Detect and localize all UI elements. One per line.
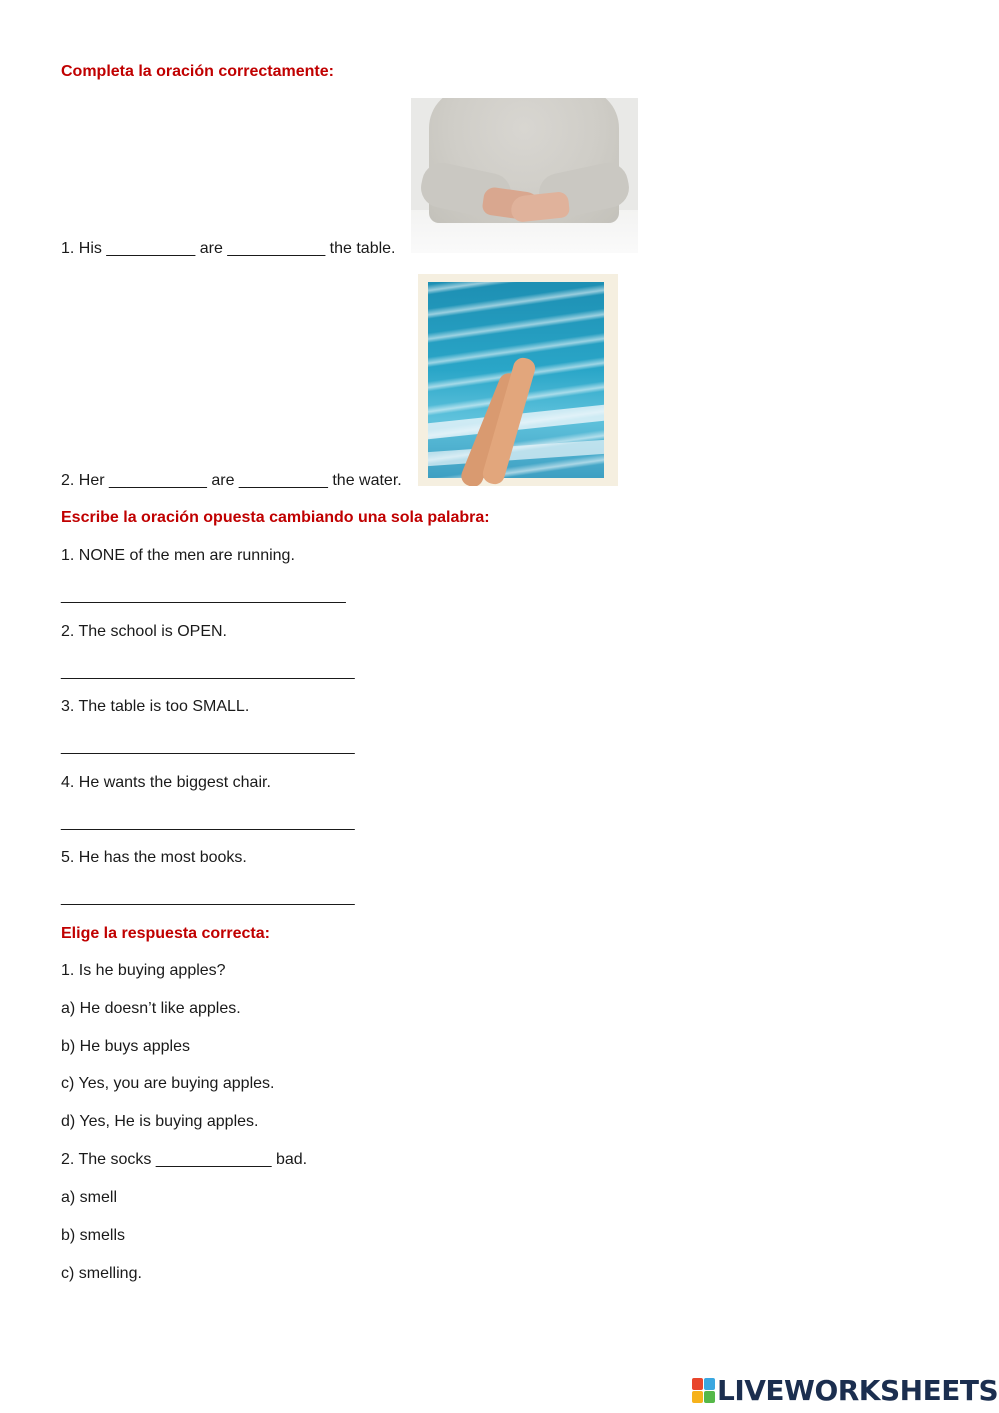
choice-option[interactable]: a) He doesn’t like apples. <box>61 1000 241 1017</box>
opposite-prompt-5: 5. He has the most books. <box>61 849 247 866</box>
feet-in-water-image <box>418 274 618 486</box>
logo-square-4 <box>704 1391 715 1403</box>
choice-option[interactable]: c) Yes, you are buying apples. <box>61 1075 275 1092</box>
section-heading-opposite: Escribe la oración opuesta cambiando una sola palabra: <box>61 509 490 526</box>
choice-question-2: 2. The socks _____________ bad. <box>61 1151 308 1168</box>
fill-sentence-1: 1. His __________ are ___________ the table. <box>61 240 396 257</box>
choice-option[interactable]: c) smelling. <box>61 1265 142 1282</box>
hands-on-table-image <box>411 98 638 253</box>
opposite-prompt-1: 1. NONE of the men are running. <box>61 547 295 564</box>
choice-option[interactable]: b) smells <box>61 1227 126 1244</box>
answer-line-3[interactable]: _________________________________ <box>61 738 355 755</box>
opposite-prompt-4: 4. He wants the biggest chair. <box>61 774 271 791</box>
logo-text: LIVEWORKSHEETS <box>717 1373 999 1407</box>
answer-line-2[interactable]: _________________________________ <box>61 663 355 680</box>
logo-square-1 <box>692 1378 703 1390</box>
fill-sentence-2: 2. Her ___________ are __________ the water. <box>61 472 402 489</box>
answer-line-5[interactable]: _________________________________ <box>61 889 355 906</box>
choice-option[interactable]: b) He buys apples <box>61 1038 190 1055</box>
opposite-prompt-3: 3. The table is too SMALL. <box>61 698 250 715</box>
logo-square-2 <box>704 1378 715 1390</box>
answer-line-4[interactable]: _________________________________ <box>61 814 355 831</box>
section-heading-complete: Completa la oración correctamente: <box>61 63 334 80</box>
choice-question-1: 1. Is he buying apples? <box>61 962 226 979</box>
section-heading-choose: Elige la respuesta correcta: <box>61 925 270 942</box>
logo-mark-icon <box>692 1378 714 1402</box>
choice-option[interactable]: a) smell <box>61 1189 118 1206</box>
logo-square-3 <box>692 1391 703 1403</box>
answer-line-1[interactable]: ________________________________ <box>61 587 346 604</box>
liveworksheets-logo <box>692 1373 998 1407</box>
opposite-prompt-2: 2. The school is OPEN. <box>61 623 227 640</box>
choice-option[interactable]: d) Yes, He is buying apples. <box>61 1113 259 1130</box>
